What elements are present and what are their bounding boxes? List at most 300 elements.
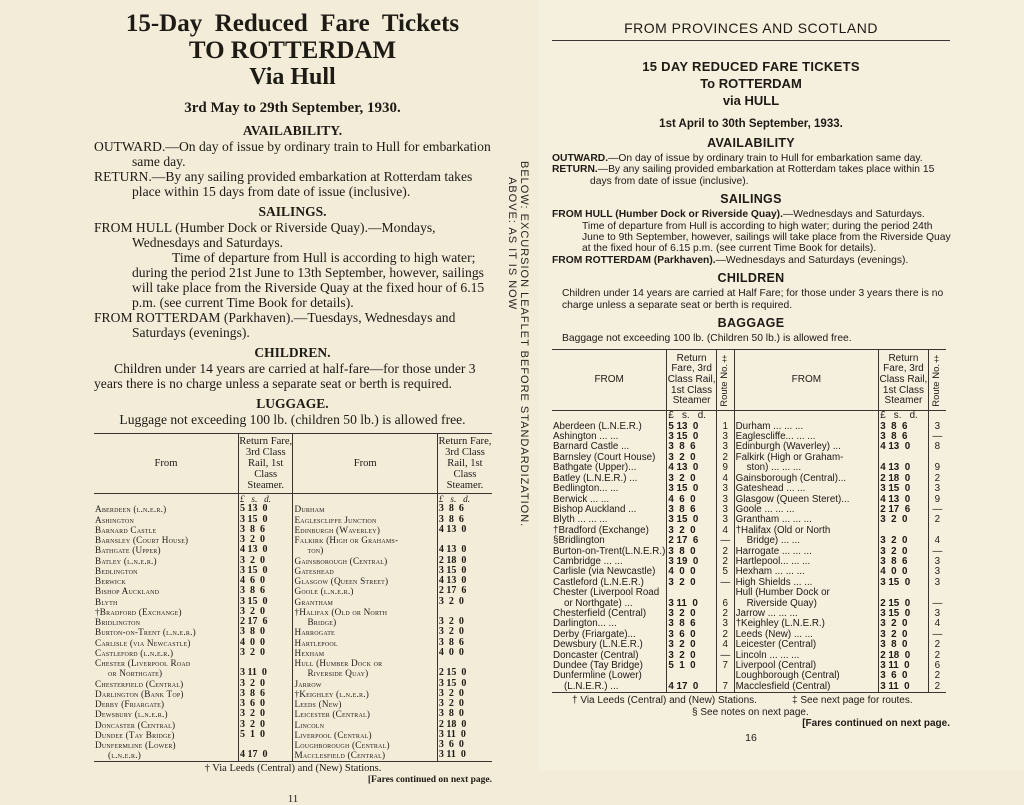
table-row — [94, 607, 492, 617]
route-number: 2 — [928, 640, 946, 650]
station-name: Riverside Quay) — [293, 668, 437, 678]
fare-value: 3 2 0 — [437, 627, 492, 637]
fare-value: 3 15 0 — [879, 484, 929, 494]
route-number: 4 — [928, 536, 946, 546]
from-rotterdam-text: FROM ROTTERDAM (Parkhaven).—Tuesdays, Wednesdays and Saturdays (evenings). — [94, 310, 456, 340]
route-number: 9 — [716, 463, 734, 473]
route-number: 3 — [928, 422, 946, 432]
route-number: 2 — [928, 515, 946, 525]
station-name: Dewsbury (l.n.e.r.) — [95, 709, 168, 720]
fare-column-header: Return Fare, 3rd Class Rail, 1st Class Steamer — [879, 350, 929, 411]
fare-table — [552, 349, 946, 692]
fare-value: 3 8 6 — [667, 505, 717, 515]
fare-value: 4 0 0 — [667, 567, 717, 577]
page-number: 16 — [745, 731, 757, 744]
fare-value: 4 6 0 — [667, 495, 717, 505]
station-name: †Bradford (Exchange) — [553, 524, 649, 536]
table-row — [552, 588, 946, 598]
station-name: Bishop Auckland ... — [553, 503, 637, 515]
luggage-heading: LUGGAGE. — [256, 396, 329, 411]
fare-value: 3 2 0 — [238, 679, 293, 689]
station-name: Macclesfield (Central) — [293, 750, 437, 760]
station-name: Batley (l.n.e.r.) — [95, 555, 157, 566]
station-name: Chester (Liverpool Road — [95, 658, 191, 668]
footnote-routes: ‡ See next page for routes. — [792, 695, 913, 707]
outward-text: OUTWARD.—On day of issue by ordinary train to Hull for embarkation same day. — [94, 139, 491, 169]
children-text: Children under 14 years are carried at half-fare—for those under 3 years there is no charge unless a separate seat or berth is required. — [94, 361, 476, 391]
fare-value: 3 8 6 — [879, 557, 929, 567]
fare-value: 3 2 0 — [667, 640, 717, 650]
table-row — [94, 617, 492, 627]
route-number: 3 — [716, 515, 734, 525]
station-name: Leicester (Central) — [734, 640, 879, 650]
fare-column-header: Return Fare, 3rd Class Rail, 1st Class Steamer. — [437, 434, 492, 494]
station-name: Bridge) ... ... — [734, 536, 879, 546]
table-row — [94, 525, 492, 535]
from-rotterdam-text: FROM ROTTERDAM (Parkhaven).—Wednesdays and Saturdays (evenings). — [552, 254, 909, 266]
validity-dates: 1st April to 30th September, 1933. — [659, 118, 843, 130]
station-name: Durham ... ... ... — [734, 422, 879, 432]
station-name: (L.N.E.R.) ... — [564, 680, 619, 692]
fare-value: 5 13 0 — [667, 422, 717, 432]
fare-value: 3 2 0 — [437, 699, 492, 709]
station-name: ton) — [293, 545, 437, 555]
table-row — [552, 536, 946, 546]
table-row — [94, 586, 492, 596]
station-name: Gainsborough (Central) — [293, 556, 437, 566]
route-number: 2 — [716, 453, 734, 463]
leaflet-page-1933 — [538, 0, 1024, 771]
station-name: Burton-on-Trent(L.N.E.R.) — [553, 545, 666, 557]
fare-value: 3 2 0 — [238, 709, 293, 719]
route-number: 2 — [928, 474, 946, 484]
station-name: Bedlington... ... — [553, 483, 619, 495]
fare-value: 4 13 0 — [879, 442, 929, 452]
station-name: †Halifax (Old or North — [293, 607, 437, 617]
station-name: Jarrow ... ... ... — [734, 609, 879, 619]
sailings-heading: SAILINGS — [720, 192, 782, 207]
fare-value: 3 8 0 — [667, 547, 717, 557]
station-name: Batley (L.N.E.R.) ... — [553, 472, 638, 484]
fare-table — [94, 434, 492, 761]
station-name: Darlington... ... — [553, 618, 617, 630]
table-row — [94, 535, 492, 545]
fare-value: 3 2 0 — [667, 526, 717, 536]
station-name: †Keighley (l.n.e.r.) — [293, 689, 437, 699]
fare-value: 3 8 6 — [437, 515, 492, 525]
station-name: §Bridlington — [553, 535, 605, 547]
table-row — [94, 740, 492, 750]
destination-heading: TO ROTTERDAM — [188, 37, 397, 64]
fare-value: 3 11 0 — [879, 682, 929, 692]
station-name: Dunfermline (Lower) — [95, 740, 176, 750]
route-number: 3 — [716, 505, 734, 515]
fare-value: 5 13 0 — [238, 504, 293, 514]
fare-value: 3 11 0 — [437, 750, 492, 760]
fare-value: 2 15 0 — [879, 599, 929, 609]
children-text: Children under 14 years are carried at Half Fare; for those under 3 years there is no charge unless a separate seat or berth is required. — [562, 288, 944, 311]
station-name: Bathgate (Upper) — [95, 545, 161, 556]
fare-value: 3 15 0 — [667, 432, 717, 442]
fare-value: 4 0 0 — [238, 638, 293, 648]
from-column-header: From — [94, 434, 238, 494]
fare-value: 4 0 0 — [879, 567, 929, 577]
from-column-header: FROM — [734, 350, 879, 411]
route-number: 3 — [928, 567, 946, 577]
fare-value: 3 8 0 — [879, 640, 929, 650]
table-row — [94, 638, 492, 648]
route-number: 2 — [928, 682, 946, 692]
fare-value: 3 15 0 — [238, 566, 293, 576]
fare-value: 3 2 0 — [879, 547, 929, 557]
fare-value: 3 2 0 — [238, 556, 293, 566]
route-column-header: Route No.‡ — [716, 350, 734, 411]
route-number: 3 — [716, 619, 734, 629]
table-row — [94, 699, 492, 709]
route-column-header: Route No.‡ — [928, 350, 946, 411]
station-name: Darlington (Bank Top) — [95, 688, 184, 699]
fare-value — [879, 588, 929, 598]
caption-below: BELOW: EXCURSION LEAFLET BEFORE STANDARDIZATION. — [518, 161, 530, 528]
route-number: — — [716, 578, 734, 588]
fare-value: 3 11 0 — [667, 599, 717, 609]
station-name: Goole (l.n.e.r.) — [293, 586, 437, 596]
station-name: Dundee (Tay Bridge) — [95, 729, 175, 740]
fare-value: 3 2 0 — [437, 617, 492, 627]
station-name: †Halifax (Old or North — [734, 526, 879, 536]
table-row — [94, 689, 492, 699]
fare-value: 4 0 0 — [437, 648, 492, 658]
station-name: Bedlington — [95, 565, 138, 576]
station-name: Falkirk (High or Graham- — [734, 453, 879, 463]
availability-heading: AVAILABILITY. — [242, 123, 343, 138]
fare-value: 3 2 0 — [667, 474, 717, 484]
vertical-caption — [506, 161, 530, 601]
route-number: 8 — [928, 442, 946, 452]
currency-units: £ s. d. — [238, 494, 293, 505]
route-number: 9 — [928, 463, 946, 473]
fare-value: 3 8 6 — [238, 689, 293, 699]
fare-value: 3 15 0 — [667, 484, 717, 494]
table-row — [552, 682, 946, 692]
route-number: 4 — [716, 640, 734, 650]
station-name: Harrogate ... ... ... — [734, 547, 879, 557]
route-number: 4 — [716, 526, 734, 536]
station-name: Barnsley (Court House) — [553, 451, 656, 463]
fare-value: 3 2 0 — [437, 597, 492, 607]
station-name: Burton-on-Trent (l.n.e.r.) — [95, 627, 196, 638]
route-number: 7 — [716, 682, 734, 692]
route-number: 4 — [716, 474, 734, 484]
route-number: — — [928, 547, 946, 557]
route-number: — — [928, 432, 946, 442]
station-name: Glasgow (Queen Steret)... — [734, 495, 879, 505]
table-row — [94, 515, 492, 525]
station-name: Liverpool (Central) — [293, 730, 437, 740]
children-heading: CHILDREN — [717, 271, 785, 286]
fare-value: 4 13 0 — [238, 545, 293, 555]
station-name: Derby (Friargate)... — [553, 628, 636, 640]
fare-value: 3 11 0 — [879, 661, 929, 671]
route-heading: Via Hull — [249, 64, 336, 90]
sailings-heading: SAILINGS. — [258, 204, 327, 219]
station-name: Cambridge ... ... — [553, 555, 623, 567]
fare-column-header: Return Fare, 3rd Class Rail, 1st Class Steamer — [667, 350, 717, 411]
route-number: 3 — [716, 484, 734, 494]
station-name: Barnard Castle ... — [553, 441, 630, 453]
fare-value: 4 17 0 — [667, 682, 717, 692]
table-row — [94, 566, 492, 576]
table-row — [94, 709, 492, 719]
fare-value: 3 8 6 — [879, 422, 929, 432]
route-number: 3 — [928, 609, 946, 619]
fare-value: 4 13 0 — [437, 525, 492, 535]
fare-column-header: Return Fare, 3rd Class Rail, 1st Class Steamer. — [238, 434, 293, 494]
currency-units: £ s. d. — [667, 411, 717, 422]
station-name: Chesterfield (Central) — [95, 678, 184, 689]
table-row — [94, 750, 492, 760]
route-number: 1 — [716, 422, 734, 432]
route-number: 4 — [928, 619, 946, 629]
table-row — [94, 668, 492, 678]
table-row — [94, 504, 492, 514]
route-number: 3 — [716, 442, 734, 452]
station-name: Leicester (Central) — [293, 709, 437, 719]
table-row — [94, 730, 492, 740]
station-name: Hartlepool — [293, 638, 437, 648]
station-name: Ashington — [95, 514, 134, 525]
station-name: Berwick ... ... — [553, 493, 610, 505]
return-text: RETURN.—By any sailing provided embarkation at Rotterdam takes place within 15 days from date of issue (inclusive). — [94, 169, 473, 199]
fare-value: 2 17 6 — [437, 586, 492, 596]
outward-text: OUTWARD.—On day of issue by ordinary train to Hull for embarkation same day. — [552, 153, 923, 164]
route-number: — — [928, 630, 946, 640]
station-name: Jarrow — [293, 679, 437, 689]
fare-value: 3 8 0 — [238, 627, 293, 637]
station-name: Liverpool (Central) — [734, 661, 879, 671]
station-name: Castleford (l.n.e.r.) — [95, 647, 174, 658]
route-number: 3 — [716, 432, 734, 442]
station-name: Hull (Humber Dock or — [734, 588, 879, 598]
route-number: 2 — [716, 547, 734, 557]
station-name: Falkirk (High or Grahams- — [293, 535, 437, 545]
station-name: ston) ... ... ... — [734, 463, 879, 473]
station-name: Loughborough (Central) — [734, 671, 879, 681]
fare-value: 2 18 0 — [437, 556, 492, 566]
fare-value: 3 15 0 — [437, 679, 492, 689]
station-name: Derby (Friargate) — [95, 699, 165, 709]
station-name: †Keighley (L.N.E.R.) — [734, 619, 879, 629]
route-number: 2 — [716, 630, 734, 640]
station-name: Eaglescliffe Junction — [293, 515, 437, 525]
station-name: Grantham — [293, 597, 437, 607]
departure-note: Time of departure from Hull is according to high water; during the period 21st June to 13th September, however, sailings will take place from the Riverside Quay at the fixed hour of 6.15 p.m. (see current Time Book for details). — [132, 250, 485, 310]
fare-value — [667, 588, 717, 598]
station-name: Macclesfield (Central) — [734, 682, 879, 692]
fare-value: 2 18 0 — [879, 474, 929, 484]
destination-heading: To ROTTERDAM — [700, 76, 802, 91]
from-column-header: FROM — [552, 350, 667, 411]
units-row — [94, 494, 492, 505]
fare-value: 4 13 0 — [437, 545, 492, 555]
route-number: — — [928, 505, 946, 515]
station-name: Aberdeen (l.n.e.r.) — [95, 504, 167, 515]
return-text: RETURN.—By any sailing provided embarkation at Rotterdam takes place within 15 days from date of issue (inclusive). — [552, 164, 935, 187]
station-name: Aberdeen (L.N.E.R.) — [553, 420, 642, 432]
station-name: Eaglescliffe... ... ... — [734, 432, 879, 442]
fare-value: 3 2 0 — [238, 648, 293, 658]
fare-value: 3 2 0 — [879, 630, 929, 640]
station-name: or Northgate) ... — [564, 597, 633, 609]
route-number: 9 — [928, 495, 946, 505]
fare-value: 3 2 0 — [667, 651, 717, 661]
station-name: Leeds (New) — [293, 699, 437, 709]
from-hull-text: FROM HULL (Humber Dock or Riverside Quay).—Mondays, Wednesdays and Saturdays. — [94, 220, 436, 250]
fare-value: 3 19 0 — [667, 557, 717, 567]
table-row — [94, 648, 492, 658]
fare-value: 3 15 0 — [879, 609, 929, 619]
station-name: Doncaster (Central) — [95, 719, 176, 730]
station-name: Lincoln — [293, 720, 437, 730]
fare-value: 4 13 0 — [667, 463, 717, 473]
from-hull-text: FROM HULL (Humber Dock or Riverside Quay).—Wednesdays and Saturdays. — [552, 209, 925, 221]
station-name: Berwick — [95, 576, 126, 586]
table-row — [94, 556, 492, 566]
station-name: Hexham — [293, 648, 437, 658]
route-number: 5 — [716, 567, 734, 577]
station-name: Bridlington — [95, 617, 141, 627]
availability-heading: AVAILABILITY — [707, 136, 795, 150]
fare-value: 3 6 0 — [238, 699, 293, 709]
fare-value: 4 6 0 — [238, 576, 293, 586]
station-name: Loughborough (Central) — [293, 740, 437, 750]
station-name: Harrogate — [293, 627, 437, 637]
fare-value: 4 13 0 — [437, 576, 492, 586]
fare-value: 3 2 0 — [238, 535, 293, 545]
fare-value: 3 2 0 — [879, 619, 929, 629]
table-row — [94, 720, 492, 730]
station-name: Ashington ... ... — [553, 431, 619, 443]
route-number: 2 — [928, 651, 946, 661]
route-number: 6 — [716, 599, 734, 609]
fare-value: 3 15 0 — [879, 578, 929, 588]
fare-value: 5 1 0 — [238, 730, 293, 740]
route-number: — — [716, 536, 734, 546]
fare-value: 3 15 0 — [238, 597, 293, 607]
station-name: Edinburgh (Waverley) — [293, 525, 437, 535]
caption-above: ABOVE: AS IT IS NOW — [506, 177, 518, 311]
station-name: Carlisle (via Newcastle) — [95, 637, 191, 648]
fare-value: 3 2 0 — [879, 536, 929, 546]
route-number: 3 — [928, 578, 946, 588]
station-name: †Bradford (Exchange) — [95, 606, 182, 617]
currency-units: £ s. d. — [437, 494, 492, 505]
continued-note: [Fares continued on next page. — [367, 774, 492, 785]
footnote-leeds: † Via Leeds (Central) and (New) Stations. ‡ See next page for routes. — [572, 695, 913, 707]
station-name: Doncaster (Central) — [553, 649, 639, 661]
fare-value: 3 2 0 — [437, 689, 492, 699]
route-number: — — [716, 651, 734, 661]
fare-value: 3 15 0 — [437, 566, 492, 576]
route-number: 2 — [716, 557, 734, 567]
fare-value: 2 18 0 — [437, 720, 492, 730]
fare-value: 3 2 0 — [238, 720, 293, 730]
section-header: FROM PROVINCES AND SCOTLAND — [552, 20, 950, 41]
station-name: Riverside Quay) — [734, 599, 879, 609]
station-name: Dewsbury (L.N.E.R.) — [553, 639, 643, 651]
fare-value: 3 8 6 — [667, 442, 717, 452]
fare-value: 3 15 0 — [238, 515, 293, 525]
station-name: Goole ... ... ... — [734, 505, 879, 515]
fare-value: 3 11 0 — [238, 668, 293, 678]
station-name: Gateshead — [293, 566, 437, 576]
fare-value: 3 2 0 — [667, 609, 717, 619]
table-row — [94, 545, 492, 555]
fare-value: 3 8 6 — [238, 586, 293, 596]
fare-value: 4 13 0 — [879, 463, 929, 473]
route-number: 3 — [928, 484, 946, 494]
fare-value: 4 17 0 — [238, 750, 293, 760]
fare-value: 3 8 6 — [238, 525, 293, 535]
station-name: Bishop Auckland — [95, 586, 160, 597]
table-row — [94, 679, 492, 689]
station-name: Dundee (Tay Bridge) — [553, 660, 643, 671]
fare-value: 3 8 0 — [437, 709, 492, 719]
fare-value: 3 8 6 — [667, 619, 717, 629]
station-name: Blyth — [95, 596, 118, 607]
fare-value: 3 15 0 — [667, 515, 717, 525]
leaflet-page-1930 — [0, 0, 505, 805]
fare-value: 3 6 0 — [879, 671, 929, 681]
fare-value: 5 1 0 — [667, 661, 717, 671]
footnote-notes: § See notes on next page. — [692, 706, 809, 718]
station-name: Bridge) — [293, 617, 437, 627]
fare-value: 2 17 6 — [667, 536, 717, 546]
route-number: 2 — [928, 671, 946, 681]
page-title: 15 DAY REDUCED FARE TICKETS — [642, 59, 860, 74]
table-row — [94, 627, 492, 637]
luggage-text: Luggage not exceeding 100 lb. (children 50 lb.) is allowed free. — [119, 412, 466, 427]
route-heading: via HULL — [722, 93, 780, 108]
route-number: 2 — [716, 609, 734, 619]
station-name: Chester (Liverpool Road — [553, 587, 660, 599]
station-name: Grantham ... ... ... — [734, 515, 879, 525]
route-number: 6 — [928, 661, 946, 671]
station-name: Glasgow (Queen Street) — [293, 576, 437, 586]
station-name: Blyth ... ... ... — [553, 514, 608, 526]
fare-value: 3 8 6 — [437, 638, 492, 648]
station-name: Barnsley (Court House) — [95, 535, 189, 545]
table-row — [552, 484, 946, 494]
baggage-text: Baggage not exceeding 100 lb. (Children 50 lb.) is allowed free. — [562, 333, 852, 345]
station-name: Barnard Castle — [95, 524, 157, 535]
page-title: 15-Day Reduced Fare Tickets — [125, 10, 460, 37]
fare-value: 3 2 0 — [879, 515, 929, 525]
station-name: High Shields ... ... — [734, 578, 879, 588]
station-name: Hull (Humber Dock or — [293, 658, 437, 668]
route-number: 3 — [716, 495, 734, 505]
table-row — [94, 576, 492, 586]
route-number — [716, 588, 734, 598]
station-name: Lincoln ... ... ... — [734, 651, 879, 661]
footnote: † Via Leeds (Central) and (New) Stations. — [204, 762, 382, 774]
fare-value: 3 8 6 — [437, 504, 492, 514]
station-name: Hartlepool... ... ... — [734, 557, 879, 567]
fare-value: 3 6 0 — [437, 740, 492, 750]
from-column-header: From — [293, 434, 437, 494]
station-name: Dunfermline (Lower) — [553, 670, 642, 682]
fare-value: 3 8 6 — [879, 432, 929, 442]
